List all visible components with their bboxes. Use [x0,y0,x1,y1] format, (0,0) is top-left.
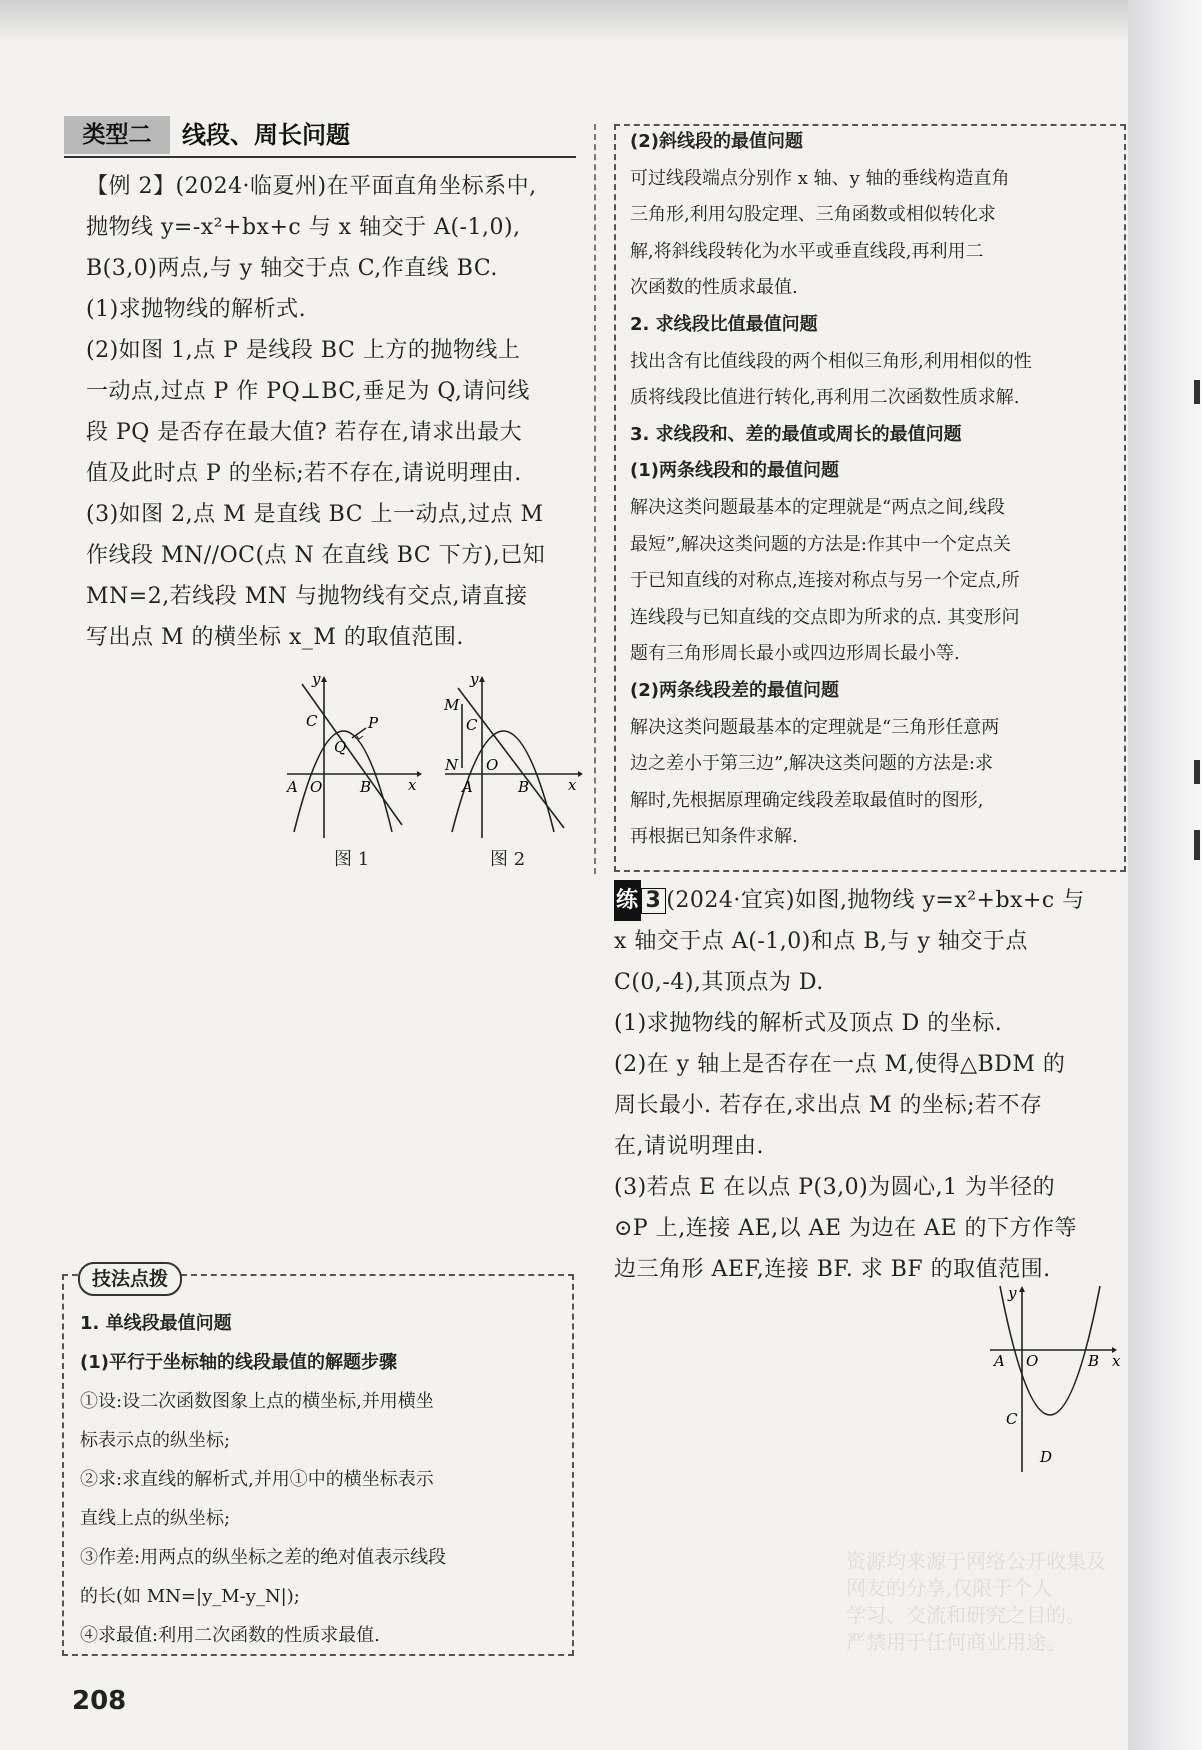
label-o: O [1026,1352,1039,1370]
practice-3-lines [614,921,1085,1290]
label-p: P [368,714,379,732]
method-line: 最短”,解决这类问题的方法是:作其中一个定点关 [630,533,1011,555]
figure-2-caption: 图 2 [490,849,526,870]
practice-3-line: 周长最小. 若存在,求出点 M 的坐标;若不存 [614,1093,1043,1118]
practice-badge: 练 [614,880,641,921]
y-axis-arrow [321,676,327,682]
watermark-line: 学习、交流和研究之目的。 [846,1603,1086,1627]
label-y: y [1008,1284,1017,1302]
label-d: D [1040,1448,1053,1466]
tips-line: ③作差:用两点的纵坐标之差的绝对值表示线段 [80,1547,447,1568]
label-a: A [287,778,298,796]
x-axis-arrow [417,771,422,777]
method-line: 找出含有比值线段的两个相似三角形,利用相似的性 [630,350,1032,372]
method-line: 解决这类问题最基本的定理就是“三角形任意两 [630,716,1000,738]
page-edge [1128,0,1202,1750]
example-2-line: 作线段 MN//OC(点 N 在直线 BC 下方),已知 [86,543,546,568]
label-n: N [445,756,459,774]
tips-line: ②求:求直线的解析式,并用①中的横坐标表示 [80,1469,434,1490]
example-2-text [86,166,545,658]
example-2-line: 抛物线 y=-x²+bx+c 与 x 轴交于 A(-1,0), [86,215,521,240]
section-divider [64,156,576,158]
practice-3-first-line [614,880,1085,921]
y-axis-arrow [1019,1286,1025,1292]
method-line: 连线段与已知直线的交点即为所求的点. 其变形问 [630,606,1020,628]
practice-3-line: (3)若点 E 在以点 P(3,0)为圆心,1 为半径的 [614,1175,1056,1200]
label-q: Q [334,738,347,756]
label-y: y [312,670,321,688]
page-number: 208 [72,1686,127,1716]
method-line: 题有三角形周长最小或四边形周长最小等. [630,643,960,665]
label-a: A [994,1352,1005,1370]
label-c: C [1006,1410,1018,1428]
method-heading: 2. 求线段比值最值问题 [630,313,818,335]
method-line: 边之差小于第三边”,解决这类问题的方法是:求 [630,753,993,775]
example-2-line: 段 PQ 是否存在最大值? 若存在,请求出最大 [86,420,523,445]
example-2-line: 一动点,过点 P 作 PQ⊥BC,垂足为 Q,请问线 [86,379,530,404]
figure-1 [282,670,422,840]
method-line: 再根据已知条件求解. [630,826,798,848]
method-heading: (2)两条线段差的最值问题 [630,679,839,701]
label-b: B [1088,1352,1100,1370]
practice-3-line: x 轴交于点 A(-1,0)和点 B,与 y 轴交于点 [614,929,1028,954]
x-axis-arrow [578,771,583,777]
example-2-line: 【例 2】(2024·临夏州)在平面直角坐标系中, [86,174,537,199]
tips-text [80,1304,446,1655]
practice-3 [614,880,1085,1290]
example-2-line: (3)如图 2,点 M 是直线 BC 上一动点,过点 M [86,502,544,527]
practice-3-line: C(0,-4),其顶点为 D. [614,970,824,995]
method-heading: (1)两条线段和的最值问题 [630,460,839,482]
tips-line: 直线上点的纵坐标; [80,1508,231,1529]
label-x: x [568,776,577,794]
margin-mark [1194,830,1200,860]
method-line: 次函数的性质求最值. [630,277,798,299]
practice-3-line: (2)在 y 轴上是否存在一点 M,使得△BDM 的 [614,1052,1066,1077]
example-2-line: MN=2,若线段 MN 与抛物线有交点,请直接 [86,584,528,609]
practice-number: 3 [641,888,667,914]
label-b: B [360,778,372,796]
section-header [64,116,576,158]
section-title: 线段、周长问题 [182,121,350,149]
method-line: 三角形,利用勾股定理、三角函数或相似转化求 [630,204,996,226]
label-x: x [1112,1352,1121,1370]
practice-3-line: ⊙P 上,连接 AE,以 AE 为边在 AE 的下方作等 [614,1216,1078,1241]
practice-3-line: (1)求抛物线的解析式及顶点 D 的坐标. [614,1011,1003,1036]
margin-mark [1194,380,1200,404]
example-2-line: (1)求抛物线的解析式. [86,297,307,322]
watermark-line: 严禁用于任何商业用途。 [846,1630,1066,1654]
method-heading: 3. 求线段和、差的最值或周长的最值问题 [630,423,962,445]
watermark-line: 网友的分享,仅限于个人 [846,1576,1053,1600]
example-2-line: 写出点 M 的横坐标 x_M 的取值范围. [86,625,464,650]
top-shadow [0,0,1128,40]
method-heading: (2)斜线段的最值问题 [630,131,803,152]
figure-2 [440,670,585,840]
label-o: O [310,778,323,796]
line-bc [302,684,402,825]
label-x: x [408,776,417,794]
column-divider [594,124,596,874]
figure-1-caption: 图 1 [334,849,370,870]
y-axis-arrow [479,676,485,682]
tips-heading: 1. 单线段最值问题 [80,1313,232,1334]
segment-pq [352,728,366,738]
method-line: 解决这类问题最基本的定理就是“两点之间,线段 [630,496,1005,518]
tips-line: 的长(如 MN=|y_M-y_N|); [80,1586,300,1607]
label-m: M [444,696,460,714]
method-line: 质将线段比值进行转化,再利用二次函数性质求解. [630,387,1020,409]
tips-heading: (1)平行于坐标轴的线段最值的解题步骤 [80,1352,397,1373]
practice-3-line: 边三角形 AEF,连接 BF. 求 BF 的取值范围. [614,1257,1051,1282]
method-line: 可过线段端点分别作 x 轴、y 轴的垂线构造直角 [630,167,1010,189]
method-line: 解,将斜线段转化为水平或垂直线段,再利用二 [630,240,984,262]
example-2-line: 值及此时点 P 的坐标;若不存在,请说明理由. [86,461,522,486]
method-line: 解时,先根据原理确定线段差取最值时的图形, [630,789,984,811]
tips-line: 标表示点的纵坐标; [80,1430,231,1451]
label-o: O [486,756,499,774]
line-bc [458,688,564,828]
section-tag: 类型二 [64,116,170,154]
tips-line: ①设:设二次函数图象上点的横坐标,并用横坐 [80,1391,434,1412]
label-y: y [470,670,479,688]
example-2-line: (2)如图 1,点 P 是线段 BC 上方的抛物线上 [86,338,521,363]
practice-3-intro: (2024·宜宾)如图,抛物线 y=x²+bx+c 与 [666,888,1085,913]
label-c: C [466,716,478,734]
watermark-line: 资源均来源于网络公开收集及 [846,1549,1106,1573]
practice-3-line: 在,请说明理由. [614,1134,764,1159]
tips-line: ④求最值:利用二次函数的性质求最值. [80,1625,380,1646]
label-b: B [518,778,530,796]
tips-label: 技法点拨 [78,1262,182,1296]
practice-3-figure [986,1284,1122,1474]
margin-mark [1194,760,1200,784]
label-c: C [306,712,318,730]
example-2-line: B(3,0)两点,与 y 轴交于点 C,作直线 BC. [86,256,498,281]
method-box-text [630,124,1032,856]
watermark [846,1548,1106,1656]
method-line: 于已知直线的对称点,连接对称点与另一个定点,所 [630,570,1020,592]
label-a: A [462,778,473,796]
